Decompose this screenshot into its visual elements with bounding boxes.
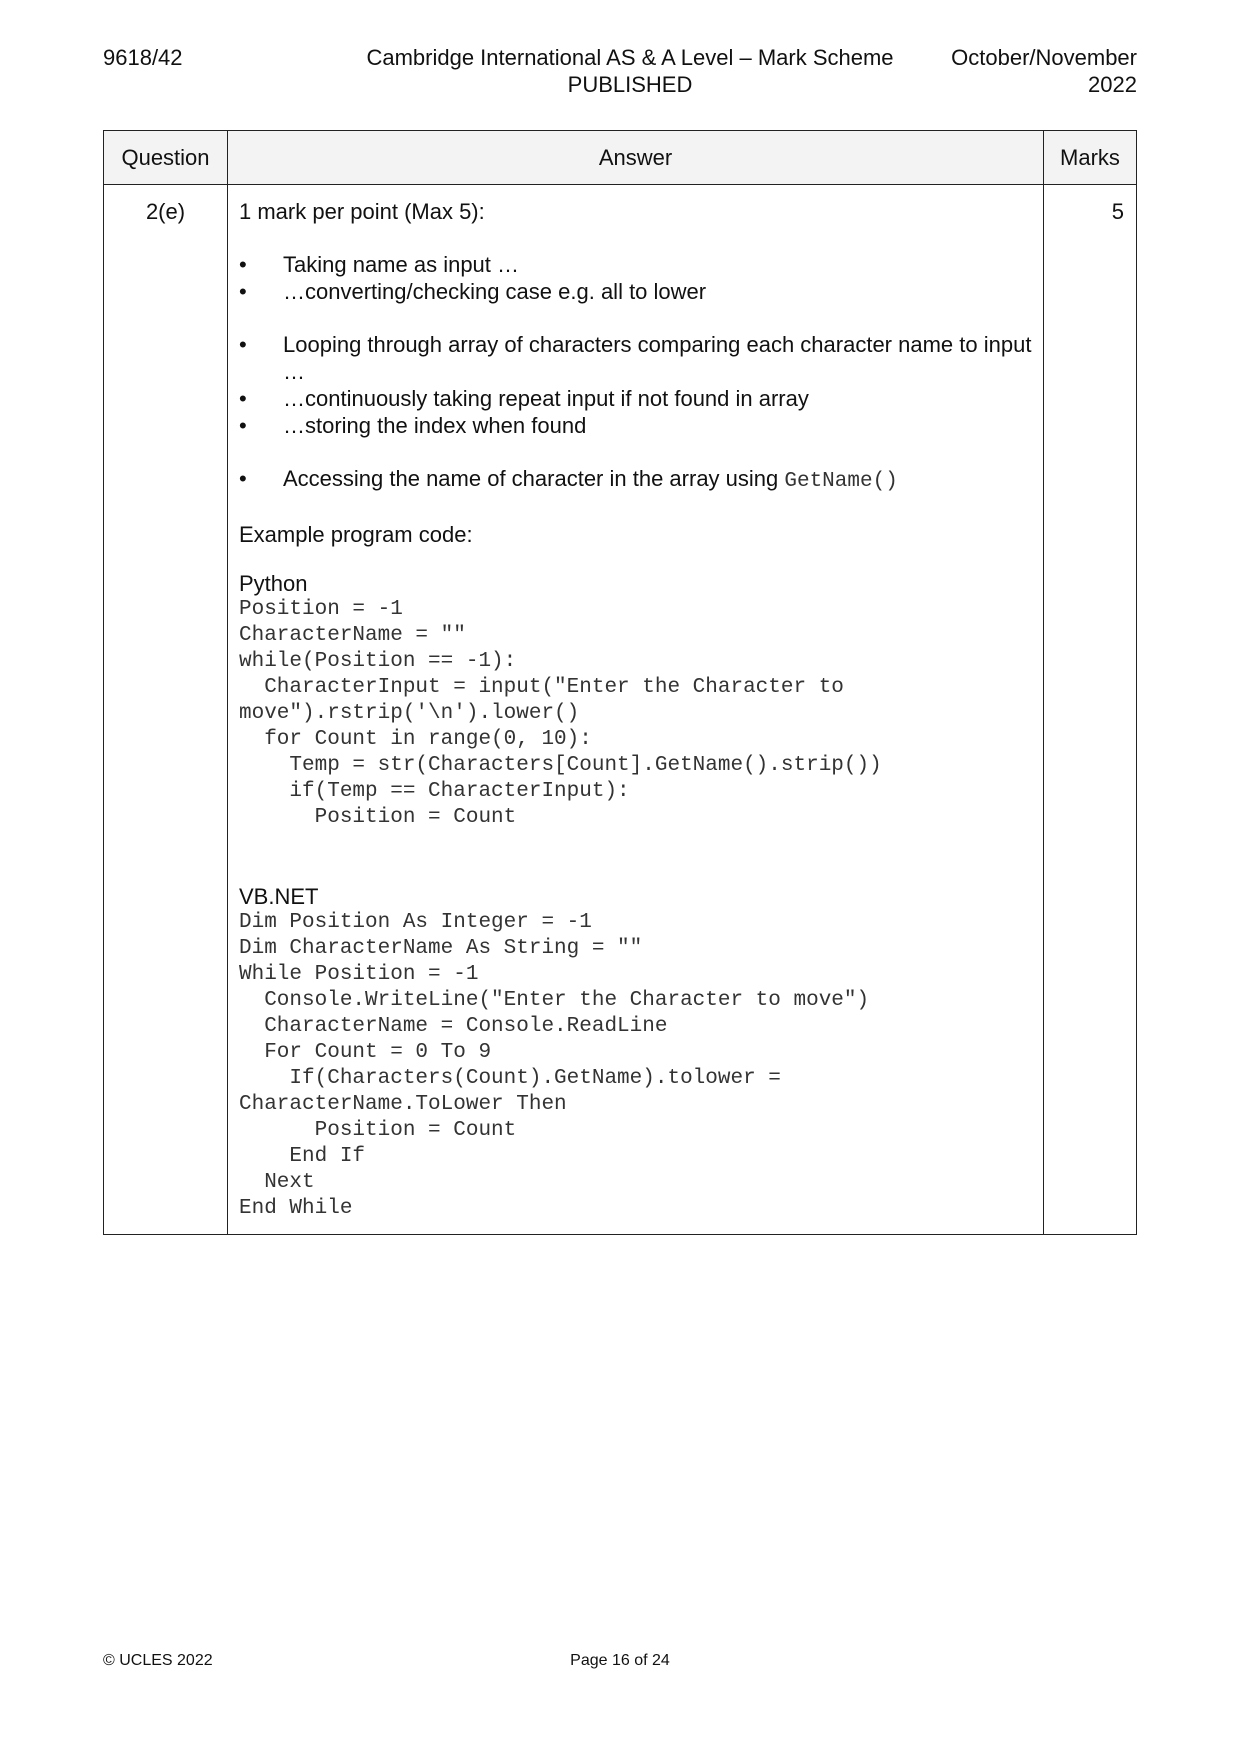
list-item: • …continuously taking repeat input if not found in array	[239, 385, 1033, 412]
session-line-1: October/November	[951, 45, 1137, 70]
list-item: • …converting/checking case e.g. all to lower	[239, 278, 1033, 305]
bullet-group-3	[239, 465, 1033, 495]
exam-session	[951, 44, 1137, 98]
question-number: 2(e)	[104, 185, 228, 1235]
list-item: • …storing the index when found	[239, 412, 1033, 439]
bullet-group-1	[239, 251, 1033, 305]
list-item	[239, 465, 1033, 495]
vbnet-code-block: Dim Position As Integer = -1 Dim CharacterName As String = "" While Position = -1 Console.WriteLine("Enter the Character to move") CharacterName = Console.ReadLine For Count = 0 To 9 If(Characters(Count).GetName).tolower = CharacterName.ToLower Then Position = Count End If Next End While	[239, 911, 870, 1220]
example-heading: Example program code:	[239, 522, 473, 547]
answer-column-header: Answer	[228, 131, 1044, 185]
table-row	[104, 185, 1137, 1235]
python-label: Python	[239, 571, 308, 596]
paper-code: 9618/42	[103, 45, 183, 70]
bullet-group-2	[239, 331, 1033, 439]
copyright: © UCLES 2022	[103, 1652, 213, 1669]
question-column-header: Question	[104, 131, 228, 185]
marking-intro: 1 mark per point (Max 5):	[239, 199, 485, 224]
title-line-1: Cambridge International AS & A Level – Mark Scheme	[366, 45, 894, 70]
session-line-2: 2022	[1088, 72, 1137, 97]
table-header-row	[104, 131, 1137, 185]
answer-cell	[228, 185, 1044, 1235]
python-code-block: Position = -1 CharacterName = "" while(Position == -1): CharacterInput = input("Enter the Character to move").rstrip('\n').lower() for Count in range(0, 10): Temp = str(Characters[Count].GetName().strip()) if(Temp == CharacterInput): Position = Count	[239, 598, 882, 829]
document-title	[320, 44, 940, 98]
spacer	[239, 831, 1033, 883]
mark-scheme-table	[103, 130, 1137, 1235]
inline-code: GetName()	[784, 470, 898, 493]
page-number: Page 16 of 24	[570, 1652, 670, 1669]
list-item: • Taking name as input …	[239, 251, 1033, 278]
list-item: • Looping through array of characters comparing each character name to input …	[239, 331, 1033, 385]
bullet-text: Accessing the name of character in the array using	[283, 466, 785, 491]
marks-column-header: Marks	[1044, 131, 1137, 185]
marks-value: 5	[1044, 185, 1137, 1235]
vbnet-label: VB.NET	[239, 884, 319, 909]
title-line-2: PUBLISHED	[567, 72, 693, 97]
